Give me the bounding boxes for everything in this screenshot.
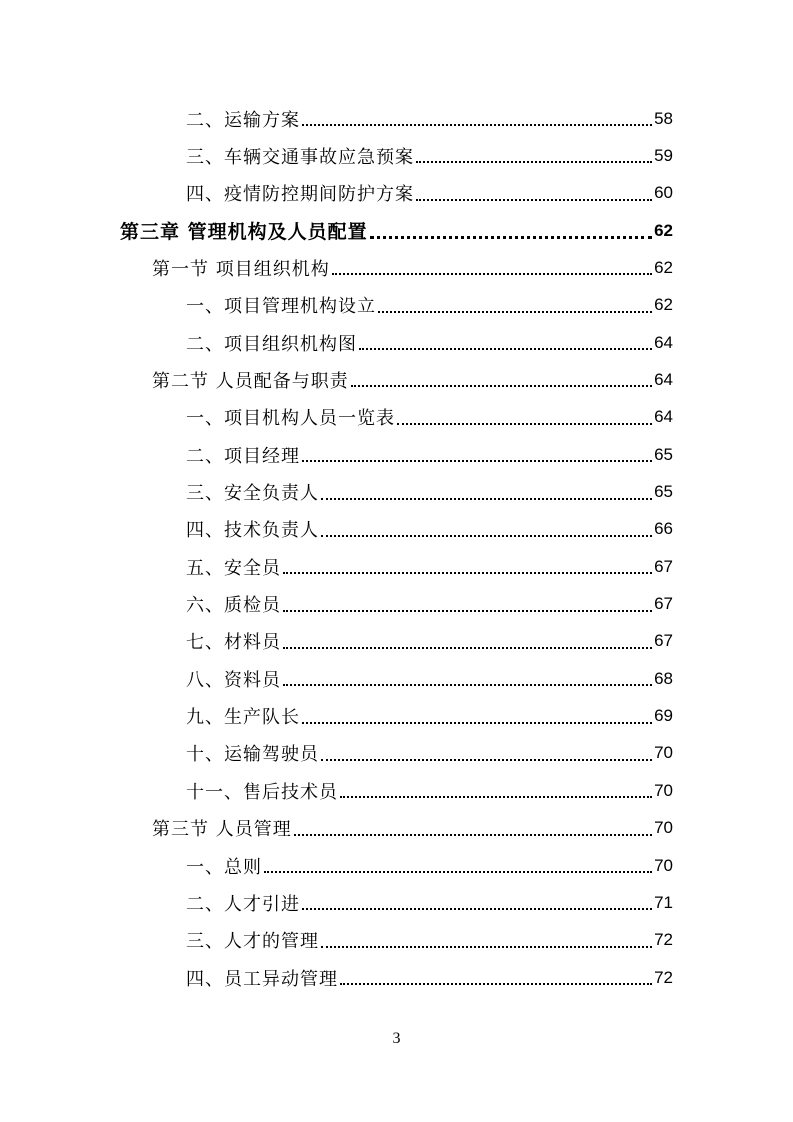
toc-entry-title: 第三节 人员管理 (152, 819, 292, 841)
toc-entry[interactable] (152, 810, 673, 847)
toc-entry-title: 十、运输驾驶员 (186, 744, 319, 766)
toc-entry[interactable] (186, 847, 673, 884)
toc-entry-page: 64 (654, 332, 673, 352)
toc-entry-title: 第二节 人员配备与职责 (152, 370, 349, 392)
toc-entry[interactable] (186, 959, 673, 996)
toc-entry-title: 二、人才引进 (186, 893, 300, 915)
toc-leader-dots (321, 758, 652, 761)
toc-leader-dots (321, 945, 652, 948)
toc-leader-dots (416, 198, 652, 201)
toc-leader-dots (359, 347, 652, 350)
toc-entry-title: 四、疫情防控期间防护方案 (186, 184, 414, 206)
toc-entry-title: 六、质检员 (186, 595, 281, 617)
toc-entry-title: 二、项目组织机构图 (186, 333, 357, 355)
toc-entry-page: 62 (654, 295, 673, 315)
toc-entry[interactable] (186, 586, 673, 623)
toc-leader-dots (283, 646, 652, 649)
toc-entry[interactable] (186, 324, 673, 361)
toc-leader-dots (283, 683, 652, 686)
toc-entry[interactable] (152, 361, 673, 398)
toc-entry-page: 62 (654, 220, 673, 240)
toc-entry[interactable] (186, 623, 673, 660)
toc-entry-title: 三、车辆交通事故应急预案 (186, 146, 414, 168)
toc-entry-title: 三、安全负责人 (186, 483, 319, 504)
toc-entry[interactable] (186, 287, 673, 324)
toc-entry-page: 64 (654, 407, 673, 427)
toc-entry-page: 70 (654, 855, 673, 875)
toc-leader-dots (283, 609, 652, 612)
toc-entry[interactable] (186, 660, 673, 697)
toc-entry-title: 三、人才的管理 (186, 931, 319, 953)
toc-entry-page: 70 (654, 818, 673, 838)
toc-leader-dots (302, 123, 652, 126)
toc-entry[interactable] (186, 100, 673, 137)
toc-leader-dots (302, 721, 652, 724)
toc-entry[interactable] (152, 249, 673, 286)
toc-entry-title: 二、运输方案 (186, 109, 300, 131)
toc-entry[interactable] (186, 548, 673, 585)
toc-entry-title: 一、项目机构人员一览表 (186, 408, 395, 430)
toc-entry[interactable] (120, 212, 673, 249)
toc-entry-page: 67 (654, 594, 673, 614)
toc-leader-dots (340, 795, 652, 798)
toc-entry-page: 66 (654, 519, 673, 539)
toc-entry-page: 71 (654, 892, 673, 912)
toc-entry-page: 67 (654, 631, 673, 651)
toc-entry-title: 二、项目经理 (186, 445, 300, 467)
toc-leader-dots (332, 272, 652, 275)
toc-entry-page: 58 (654, 108, 673, 128)
toc-entry[interactable] (186, 735, 673, 772)
toc-entry[interactable] (186, 511, 673, 548)
toc-entry-page: 68 (654, 668, 673, 688)
toc-entry-page: 60 (654, 183, 673, 203)
toc-entry-title: 五、安全员 (186, 557, 281, 579)
toc-leader-dots (351, 384, 652, 387)
toc-leader-dots (321, 497, 652, 500)
toc-entry[interactable] (186, 137, 673, 174)
toc-entry-page: 64 (654, 369, 673, 389)
toc-leader-dots (378, 310, 652, 313)
toc-entry-title: 八、资料员 (186, 669, 281, 691)
toc-entry-page: 65 (654, 482, 673, 501)
toc-entry-title: 四、技术负责人 (186, 520, 319, 542)
toc-entry-page: 62 (654, 257, 673, 277)
toc-leader-dots (397, 422, 652, 425)
toc-leader-dots (283, 571, 652, 574)
toc-leader-dots (302, 907, 652, 910)
toc-leader-dots (264, 870, 652, 873)
toc-entry-page: 72 (654, 967, 673, 987)
toc-entry-title: 九、生产队长 (186, 707, 300, 729)
toc-leader-dots (302, 459, 652, 462)
toc-entry[interactable] (186, 399, 673, 436)
toc-leader-dots (294, 833, 652, 836)
toc-entry[interactable] (186, 474, 673, 511)
toc-entry-title: 一、总则 (186, 856, 262, 878)
toc-entry[interactable] (186, 175, 673, 212)
toc-entry-page: 70 (654, 743, 673, 763)
toc-entry-page: 65 (654, 444, 673, 464)
toc-entry-page: 67 (654, 556, 673, 576)
toc-entry[interactable] (186, 436, 673, 473)
toc-entry-page: 69 (654, 706, 673, 726)
toc-leader-dots (340, 982, 652, 985)
toc-entry[interactable] (186, 772, 673, 809)
toc-entry[interactable] (186, 698, 673, 735)
toc-entry-page: 59 (654, 145, 673, 165)
toc-entry-title: 一、项目管理机构设立 (186, 296, 376, 318)
toc-entry-title: 七、材料员 (186, 632, 281, 654)
toc-entry-title: 十一、售后技术员 (186, 781, 338, 803)
toc-leader-dots (370, 235, 652, 239)
toc-entry[interactable] (186, 922, 673, 959)
toc-entry-title: 四、员工异动管理 (186, 968, 338, 990)
toc-leader-dots (416, 160, 652, 163)
toc-entry-page: 70 (654, 780, 673, 800)
toc-entry[interactable] (186, 884, 673, 921)
toc-entry-title: 第一节 项目组织机构 (152, 258, 330, 280)
toc-entry-page: 72 (654, 930, 673, 950)
toc-entry-title: 第三章 管理机构及人员配置 (120, 221, 368, 244)
toc-leader-dots (321, 534, 652, 537)
page-number: 3 (392, 1030, 401, 1047)
